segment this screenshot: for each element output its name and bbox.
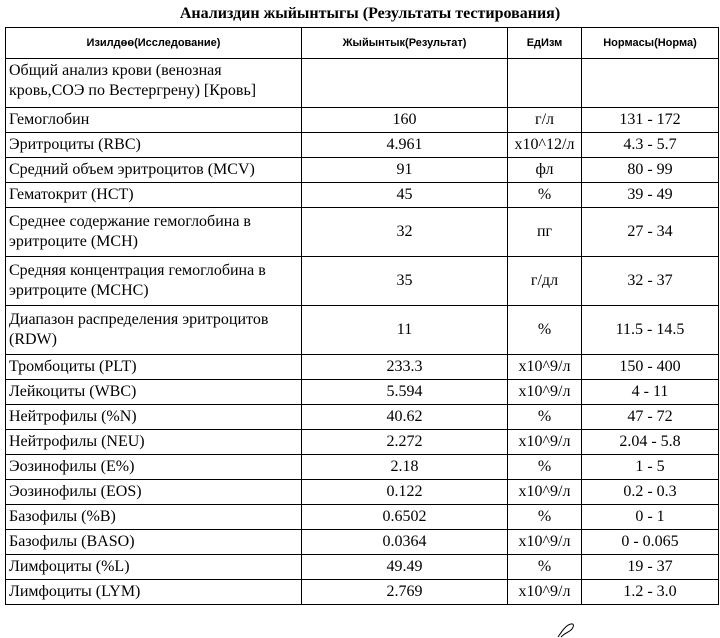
test-unit: г/л xyxy=(508,108,582,133)
test-norm: 4.3 - 5.7 xyxy=(582,133,719,158)
test-name: Базофилы (BASO) xyxy=(6,530,302,555)
test-name: Нейтрофилы (%N) xyxy=(6,405,302,430)
report-title: Анализдин жыйынтыгы (Результаты тестирования) xyxy=(179,5,561,22)
table-row xyxy=(6,257,719,306)
test-name: Лимфоциты (%L) xyxy=(6,555,302,580)
test-value: 35 xyxy=(302,257,508,306)
group-value-empty xyxy=(302,59,508,108)
test-name: Гемоглобин xyxy=(6,108,302,133)
group-unit-empty xyxy=(508,59,582,108)
group-norm-empty xyxy=(582,59,719,108)
test-value: 49.49 xyxy=(302,555,508,580)
test-name: Диапазон распределения эритроцитов (RDW) xyxy=(6,306,302,355)
test-name: Среднее содержание гемоглобина в эритроците (MCH) xyxy=(6,208,302,257)
test-name: Гематокрит (HCT) xyxy=(6,183,302,208)
test-norm: 0 - 0.065 xyxy=(582,530,719,555)
group-title: Общий анализ крови (венозная кровь,СОЭ по Вестергрену) [Кровь] xyxy=(6,59,302,108)
results-table xyxy=(5,27,719,605)
header-row xyxy=(6,28,719,59)
test-value: 160 xyxy=(302,108,508,133)
test-value: 40.62 xyxy=(302,405,508,430)
test-value: 11 xyxy=(302,306,508,355)
test-unit: x10^9/л xyxy=(508,380,582,405)
table-row xyxy=(6,530,719,555)
test-unit: г/дл xyxy=(508,257,582,306)
test-norm: 0 - 1 xyxy=(582,505,719,530)
table-row xyxy=(6,108,719,133)
header-norm: Нормасы(Норма) xyxy=(582,28,719,59)
test-value: 0.0364 xyxy=(302,530,508,555)
table-row xyxy=(6,480,719,505)
table-row xyxy=(6,505,719,530)
test-name: Лимфоциты (LYM) xyxy=(6,580,302,605)
test-norm: 11.5 - 14.5 xyxy=(582,306,719,355)
test-value: 45 xyxy=(302,183,508,208)
table-row xyxy=(6,380,719,405)
test-norm: 27 - 34 xyxy=(582,208,719,257)
table-row xyxy=(6,208,719,257)
test-name: Средний объем эритроцитов (MCV) xyxy=(6,158,302,183)
table-row xyxy=(6,580,719,605)
test-name: Тромбоциты (PLT) xyxy=(6,355,302,380)
test-value: 233.3 xyxy=(302,355,508,380)
test-unit: % xyxy=(508,306,582,355)
test-value: 4.961 xyxy=(302,133,508,158)
test-value: 0.6502 xyxy=(302,505,508,530)
test-name: Эозинофилы (E%) xyxy=(6,455,302,480)
test-unit: x10^9/л xyxy=(508,580,582,605)
test-value: 2.18 xyxy=(302,455,508,480)
test-unit: x10^9/л xyxy=(508,355,582,380)
test-value: 32 xyxy=(302,208,508,257)
table-row xyxy=(6,183,719,208)
test-value: 0.122 xyxy=(302,480,508,505)
test-unit: % xyxy=(508,455,582,480)
test-unit: x10^12/л xyxy=(508,133,582,158)
signature-mark xyxy=(556,622,578,638)
test-unit: фл xyxy=(508,158,582,183)
table-row xyxy=(6,158,719,183)
test-name: Эозинофилы (EOS) xyxy=(6,480,302,505)
test-norm: 80 - 99 xyxy=(582,158,719,183)
table-row xyxy=(6,306,719,355)
table-row xyxy=(6,133,719,158)
test-value: 2.272 xyxy=(302,430,508,455)
group-row xyxy=(6,59,719,108)
test-unit: x10^9/л xyxy=(508,530,582,555)
test-norm: 19 - 37 xyxy=(582,555,719,580)
table-row xyxy=(6,555,719,580)
test-norm: 4 - 11 xyxy=(582,380,719,405)
test-norm: 150 - 400 xyxy=(582,355,719,380)
test-norm: 1 - 5 xyxy=(582,455,719,480)
test-name: Лейкоциты (WBC) xyxy=(6,380,302,405)
test-norm: 2.04 - 5.8 xyxy=(582,430,719,455)
test-unit: % xyxy=(508,555,582,580)
test-unit: пг xyxy=(508,208,582,257)
test-unit: x10^9/л xyxy=(508,480,582,505)
table-row xyxy=(6,455,719,480)
test-norm: 131 - 172 xyxy=(582,108,719,133)
test-value: 91 xyxy=(302,158,508,183)
table-row xyxy=(6,355,719,380)
test-unit: % xyxy=(508,505,582,530)
test-value: 2.769 xyxy=(302,580,508,605)
test-norm: 39 - 49 xyxy=(582,183,719,208)
table-row xyxy=(6,405,719,430)
test-name: Эритроциты (RBC) xyxy=(6,133,302,158)
header-value: Жыйынтык(Результат) xyxy=(302,28,508,59)
test-norm: 32 - 37 xyxy=(582,257,719,306)
test-unit: x10^9/л xyxy=(508,430,582,455)
test-norm: 0.2 - 0.3 xyxy=(582,480,719,505)
table-row xyxy=(6,430,719,455)
test-name: Нейтрофилы (NEU) xyxy=(6,430,302,455)
test-name: Базофилы (%B) xyxy=(6,505,302,530)
test-norm: 47 - 72 xyxy=(582,405,719,430)
test-unit: % xyxy=(508,405,582,430)
header-unit: ЕдИзм xyxy=(508,28,582,59)
header-name: Изилдөө(Исследование) xyxy=(6,28,302,59)
test-name: Средняя концентрация гемоглобина в эритроците (MCHC) xyxy=(6,257,302,306)
test-value: 5.594 xyxy=(302,380,508,405)
test-unit: % xyxy=(508,183,582,208)
test-norm: 1.2 - 3.0 xyxy=(582,580,719,605)
